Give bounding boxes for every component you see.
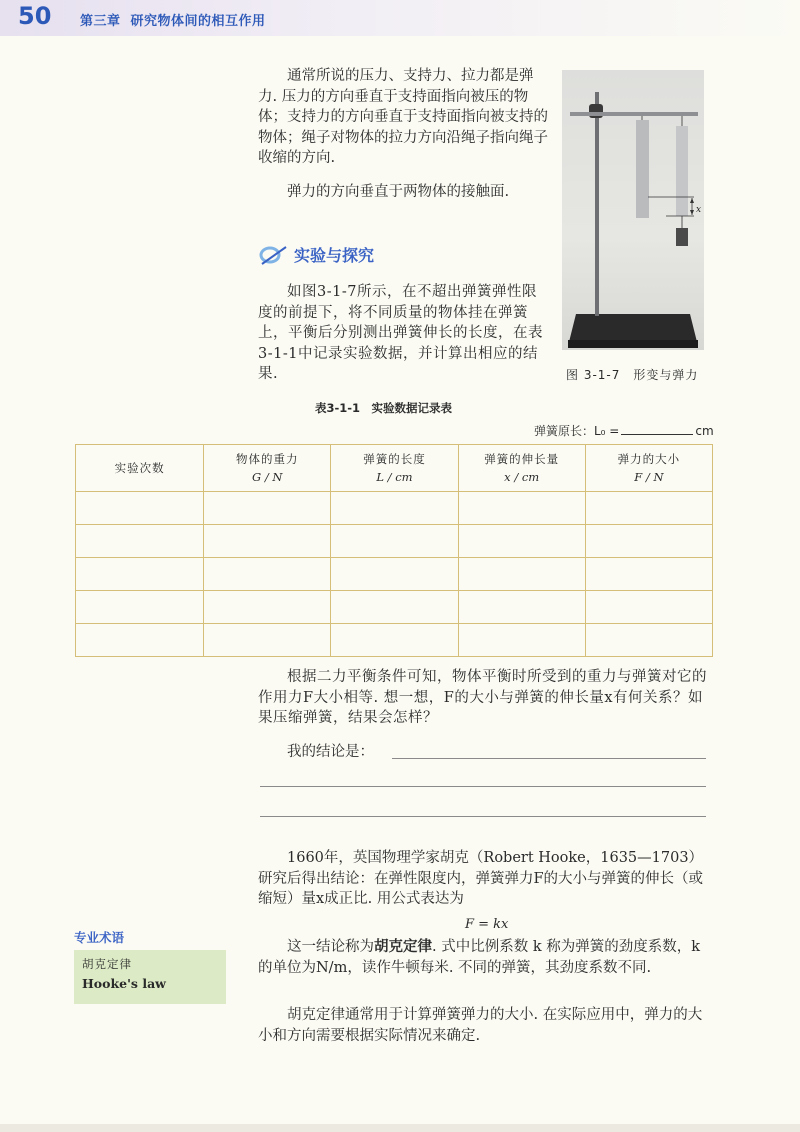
experiment-section-title: [258, 243, 374, 266]
experiment-data-table: [75, 444, 713, 657]
header-gravity: 物体的重力 G / N: [204, 445, 331, 492]
terminology-title: 专业术语: [74, 930, 125, 945]
header-force: 弹力的大小 F / N: [585, 445, 712, 492]
conclusion-line-2[interactable]: [260, 786, 706, 787]
stand-rod: [595, 92, 599, 316]
page-header: [0, 0, 800, 36]
spring-apparatus-photo: [562, 70, 704, 350]
hooke-paragraph-2: 这一结论称为胡克定律. 式中比例系数 k 称为弹簧的劲度系数，k的单位为N/m，读作牛顿每米. 不同的弹簧，其劲度系数不同.: [258, 938, 701, 976]
chapter-label: 第三章: [80, 14, 121, 29]
term-chinese: 胡克定律: [82, 957, 132, 971]
table-header-row: [76, 445, 713, 492]
terminology-content: [74, 950, 226, 1004]
discussion-paragraph: 根据二力平衡条件可知，物体平衡时所受到的重力与弹簧对它的作用力F大小相等. 想一想，F的大小与弹簧的伸长量x有何关系？如果压缩弹簧，结果会怎样？: [258, 669, 707, 726]
hanging-weight: [676, 228, 688, 246]
header-trial: 实验次数: [76, 445, 204, 492]
experiment-paragraph: 如图3-1-7所示，在不超出弹簧弹性限度的前提下，将不同质量的物体挂在弹簧上，平衡后分别测出弹簧伸长的长度，在表3-1-1中记录实验数据，并计算出相应的结果.: [258, 284, 543, 382]
conclusion-label: 我的结论是：: [287, 744, 374, 760]
table-row: [76, 558, 713, 591]
hooke-formula: F = kx: [465, 917, 509, 932]
hooke-paragraph-3: 胡克定律通常用于计算弹簧弹力的大小. 在实际应用中，弹力的大小和方向需要根据实际情况来确定.: [258, 1007, 703, 1044]
table-row: [76, 492, 713, 525]
header-length: 弹簧的长度 L / cm: [331, 445, 458, 492]
term-english: Hooke's law: [82, 976, 166, 991]
original-length-label: 弹簧原长：L₀ =: [534, 424, 620, 438]
terminology-box: [74, 928, 226, 1004]
original-length-blank: [621, 423, 693, 435]
hooke-law-term: 胡克定律: [374, 938, 432, 955]
table-row: [76, 624, 713, 657]
figure-caption: 图 3-1-7 形变与弹力: [566, 368, 699, 382]
horizontal-bar: [570, 112, 698, 116]
page-number: 50: [18, 2, 52, 30]
page-bottom-edge: [0, 1124, 800, 1132]
chapter-heading: [80, 10, 276, 29]
conclusion-line-1[interactable]: [392, 758, 706, 759]
original-length-unit: cm: [695, 424, 714, 438]
table-caption: 表3-1-1 实验数据记录表: [315, 401, 453, 415]
table-row: [76, 525, 713, 558]
conclusion-line-3[interactable]: [260, 816, 706, 817]
spring-right: [676, 126, 688, 216]
spring-left: [636, 120, 649, 218]
table-row: [76, 591, 713, 624]
intro-paragraph-2: 弹力的方向垂直于两物体的接触面.: [287, 184, 510, 200]
hooke-paragraph-1: 1660年，英国物理学家胡克（Robert Hooke，1635—1703）研究后得出结论：在弹性限度内，弹簧弹力F的大小与弹簧的伸长（或缩短）量x成正比. 用公式表达为: [258, 850, 704, 907]
original-length-line: [534, 422, 714, 439]
spring-apparatus-illustration: [562, 70, 704, 350]
header-extension: 弹簧的伸长量 x / cm: [458, 445, 585, 492]
stand-base-front: [568, 340, 698, 348]
intro-paragraph-1: 通常所说的压力、支持力、拉力都是弹力. 压力的方向垂直于支持面指向被压的物体；支持力的方向垂直于支持面指向被支持的物体；绳子对物体的拉力方向沿绳子指向绳子收缩的方向.: [258, 68, 548, 166]
magnifier-icon: [258, 244, 290, 266]
experiment-title-text: 实验与探究: [294, 246, 375, 265]
chapter-title: 研究物体间的相互作用: [130, 14, 266, 29]
x-label: x: [696, 205, 702, 215]
